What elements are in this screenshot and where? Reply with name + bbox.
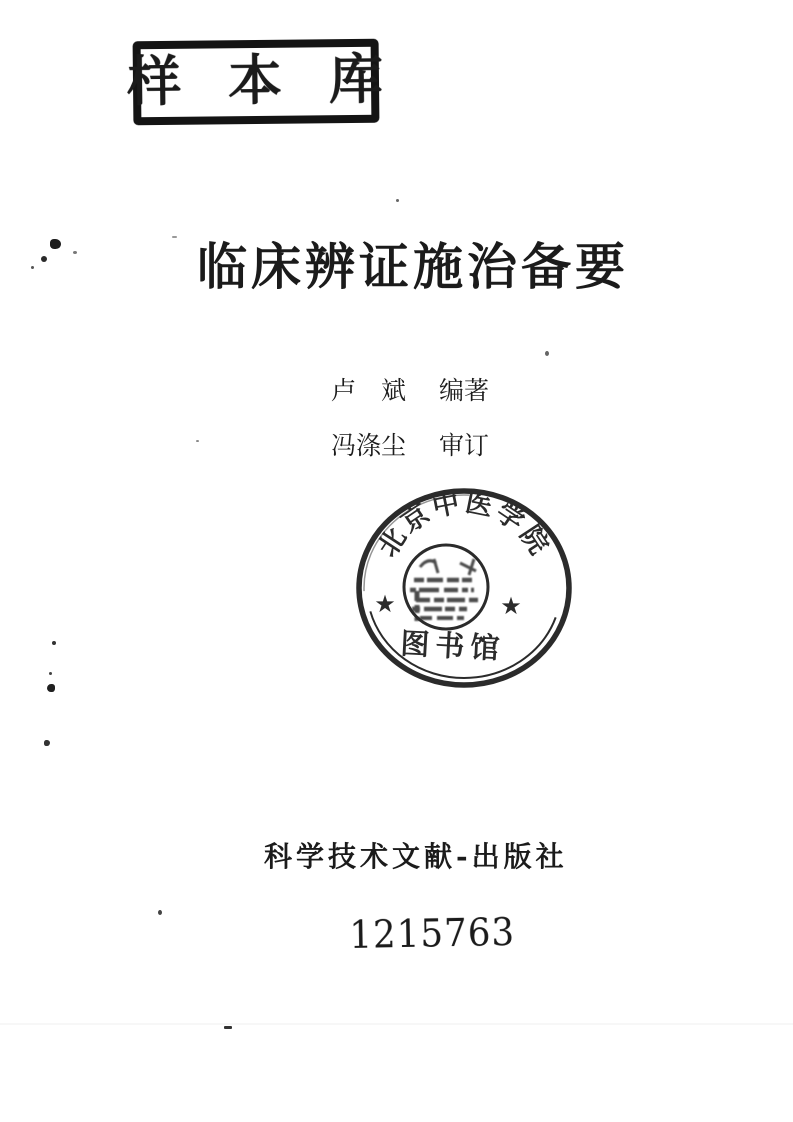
stamp-bottom-text: 图书馆 <box>399 626 507 666</box>
ink-speck <box>196 440 199 442</box>
sample-library-stamp-box <box>126 39 386 126</box>
stamp-center-smudge <box>410 559 478 621</box>
ink-speck <box>41 256 47 262</box>
library-stamp <box>350 475 582 701</box>
ink-speck <box>545 351 549 356</box>
ink-speck <box>396 199 399 202</box>
ink-speck <box>172 236 177 238</box>
scan-artifact-line <box>0 1023 793 1025</box>
ink-speck <box>47 684 55 692</box>
byline-block <box>331 376 489 461</box>
ink-speck <box>224 1026 232 1029</box>
stamp-star-right-icon: ★ <box>500 592 522 620</box>
reviser-role: 审订 <box>438 431 489 460</box>
ink-speck <box>73 251 77 254</box>
byline-row-author <box>331 376 489 406</box>
stamp-star-left-icon: ★ <box>374 590 396 618</box>
author-name: 卢 斌 <box>331 376 407 405</box>
ink-speck <box>31 266 34 269</box>
stamp-arc-text: 北京中医学院 <box>372 486 556 563</box>
publisher-name: 科学技术文献-出版社 <box>264 840 568 873</box>
ink-speck <box>44 740 50 746</box>
accession-number-stamp: 1215763 <box>349 909 516 957</box>
ink-speck <box>158 910 162 915</box>
reviser-name: 冯涤尘 <box>331 431 407 460</box>
ink-speck <box>49 672 52 675</box>
byline-row-reviser <box>331 431 489 461</box>
ink-speck <box>52 641 56 645</box>
sample-library-stamp-label: 样 本 库 <box>126 46 386 114</box>
author-role: 编著 <box>438 376 489 405</box>
ink-speck <box>50 239 61 249</box>
book-title: 临床辨证施治备要 <box>197 236 629 296</box>
